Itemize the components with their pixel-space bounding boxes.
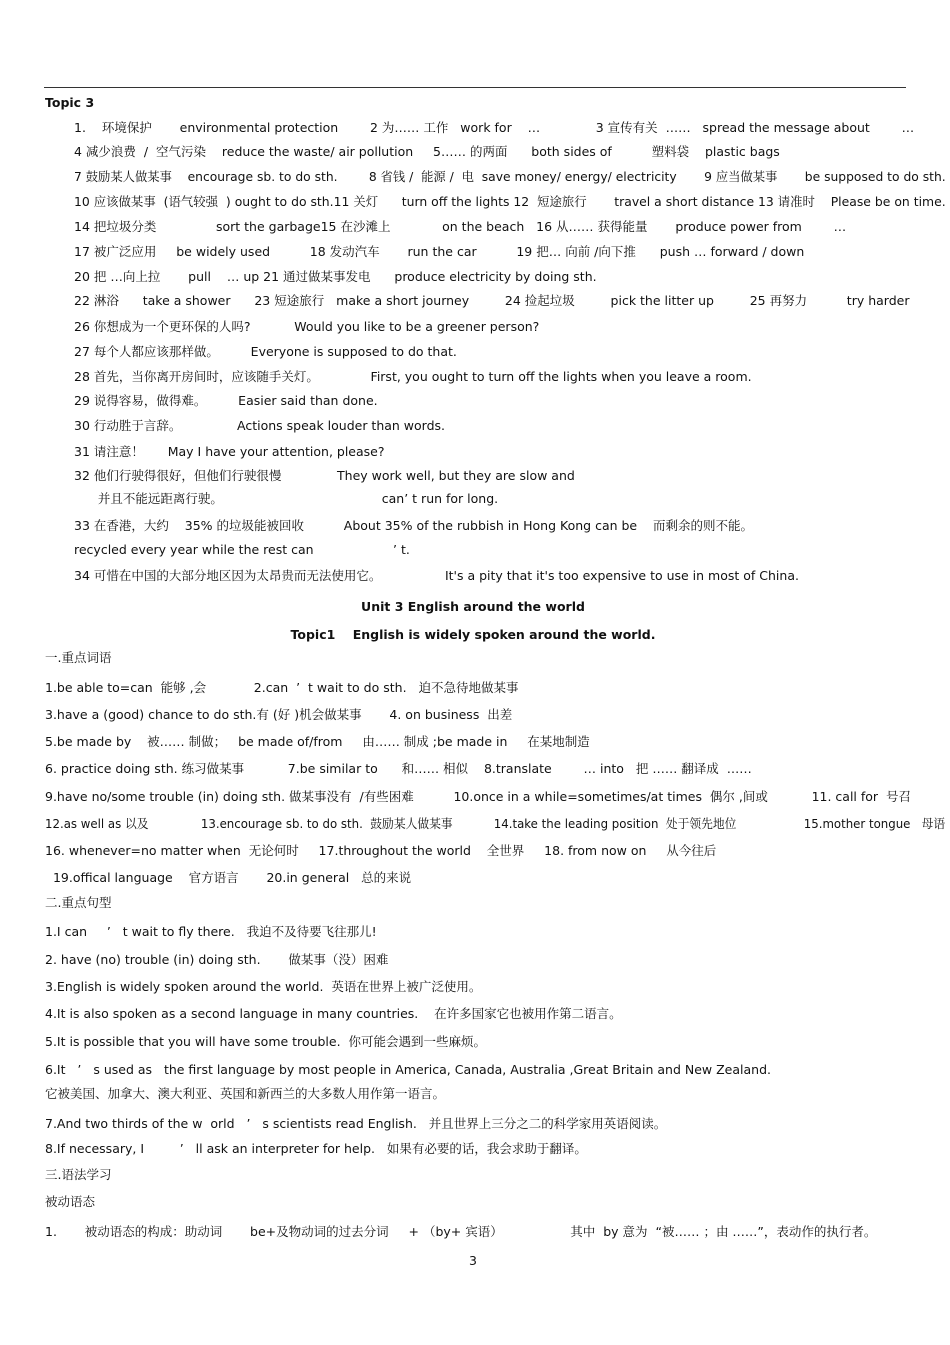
topic1-title: Topic1 English is widely spoken around the world. [290,627,656,642]
vocab-line: 1.be able to=can 能够 ,会 2.can ’ t wait to do sth. 迫不急待地做某事 [45,680,519,695]
vocab-line: 19.offical language 官方语言 20.in general 总的来说 [45,870,412,885]
vocab-line: 12.as well as 以及 13.encourage sb. to do sth. 鼓励某人做某事 14.take the leading position 处于领先地位 15.mother tongue 母语 [45,816,946,831]
sentence-line: 4.It is also spoken as a second language in many countries. 在许多国家它也被用作第二语言。 [45,1006,622,1021]
topic3-line: 20 把 …向上拉 pull … up 21 通过做某事发电 produce electricity by doing sth. [74,269,597,284]
topic3-line: 27 每个人都应该那样做。 Everyone is supposed to do that. [74,344,457,359]
sentence-line: 8.If necessary, I ’ ll ask an interpreter for help. 如果有必要的话，我会求助于翻译。 [45,1141,587,1156]
sentence-line: 7.And two thirds of the w orld ’ s scientists read English. 并且世界上三分之二的科学家用英语阅读。 [45,1116,667,1131]
section-vocab-title: 一.重点词语 [45,650,112,665]
section-sentences-title: 二.重点句型 [45,895,112,910]
topic3-line: 22 淋浴 take a shower 23 短途旅行 make a short journey 24 捡起垃圾 pick the litter up 25 再努力 try harder [74,293,910,308]
top-rule [44,87,906,88]
topic3-line: 4 减少浪费 / 空气污染 reduce the waste/ air pollution 5…… 的两面 both sides of 塑料袋 plastic bags [74,144,780,159]
topic3-line: 28 首先，当你离开房间时，应该随手关灯。 First, you ought to turn off the lights when you leave a room. [74,369,752,384]
topic3-line: 31 请注意！ May I have your attention, please? [74,444,385,459]
grammar-subtitle: 被动语态 [45,1194,96,1209]
sentence-line: 3.English is widely spoken around the world. 英语在世界上被广泛使用。 [45,979,482,994]
topic3-line: 14 把垃圾分类 sort the garbage15 在沙滩上 on the beach 16 从…… 获得能量 produce power from … [74,219,847,234]
topic3-line: 10 应该做某事 (语气较强 ) ought to do sth.11 关灯 turn off the lights 12 短途旅行 travel a short distance 13 请准时 Please be on time. [74,194,946,209]
grammar-line: 1. 被动语态的构成：助动词 be+及物动词的过去分词 + （by+ 宾语） 其中 by 意为 “被…… ；由 ……”，表动作的执行者。 [45,1224,877,1239]
vocab-line: 9.have no/some trouble (in) doing sth. 做某事没有 /有些困难 10.once in a while=sometimes/at times 偶尔 ,间或 11. call for 号召 [45,789,912,804]
topic-title: Topic 3 [45,95,95,110]
topic3-line: 1. 环境保护 environmental protection 2 为…… 工作 work for … 3 宣传有关 …… spread the message about … [74,120,915,135]
vocab-line: 3.have a (good) chance to do sth.有 (好 )机会做某事 4. on business 出差 [45,707,513,722]
topic3-line: 30 行动胜于言辞。 Actions speak louder than words. [74,418,446,433]
page-number: 3 [469,1253,477,1268]
topic3-line: recycled every year while the rest can ’ t. [74,542,410,557]
sentence-line: 它被美国、加拿大、澳大利亚、英国和新西兰的大多数人用作第一语言。 [45,1086,446,1101]
topic3-line: 并且不能远距离行驶。 can’ t run for long. [74,491,499,506]
topic3-line: 29 说得容易，做得难。 Easier said than done. [74,393,378,408]
topic3-line: 32 他们行驶得很好，但他们行驶很慢 They work well, but they are slow and [74,468,575,483]
topic3-line: 7 鼓励某人做某事 encourage sb. to do sth. 8 省钱 / 能源 / 电 save money/ energy/ electricity 9 应当做某事 be supposed to do sth. [74,169,946,184]
unit-title: Unit 3 English around the world [361,599,585,614]
vocab-line: 16. whenever=no matter when 无论何时 17.throughout the world 全世界 18. from now on 从今往后 [45,843,717,858]
topic3-line: 33 在香港，大约 35% 的垃圾能被回收 About 35% of the rubbish in Hong Kong can be 而剩余的则不能。 [74,518,754,533]
vocab-line: 6. practice doing sth. 练习做某事 7.be similar to 和…… 相似 8.translate … into 把 …… 翻译成 …… [45,761,752,776]
sentence-line: 5.It is possible that you will have some trouble. 你可能会遇到一些麻烦。 [45,1034,487,1049]
sentence-line: 1.I can ’ t wait to fly there. 我迫不及待要飞往那儿! [45,924,377,939]
section-grammar-title: 三.语法学习 [45,1167,112,1182]
vocab-line: 5.be made by 被…… 制做； be made of/from 由…… 制成 ;be made in 在某地制造 [45,734,590,749]
sentence-line: 2. have (no) trouble (in) doing sth. 做某事（没）困难 [45,952,389,967]
topic3-line: 26 你想成为一个更环保的人吗? Would you like to be a greener person? [74,319,540,334]
topic3-line: 34 可惜在中国的大部分地区因为太昂贵而无法使用它。 It's a pity that it's too expensive to use in most of China. [74,568,799,583]
topic3-line: 17 被广泛应用 be widely used 18 发动汽车 run the car 19 把… 向前 /向下推 push … forward / down [74,244,805,259]
sentence-line: 6.It ’ s used as the first language by most people in America, Canada, Australia ,Great Britain and New Zealand. [45,1062,771,1077]
